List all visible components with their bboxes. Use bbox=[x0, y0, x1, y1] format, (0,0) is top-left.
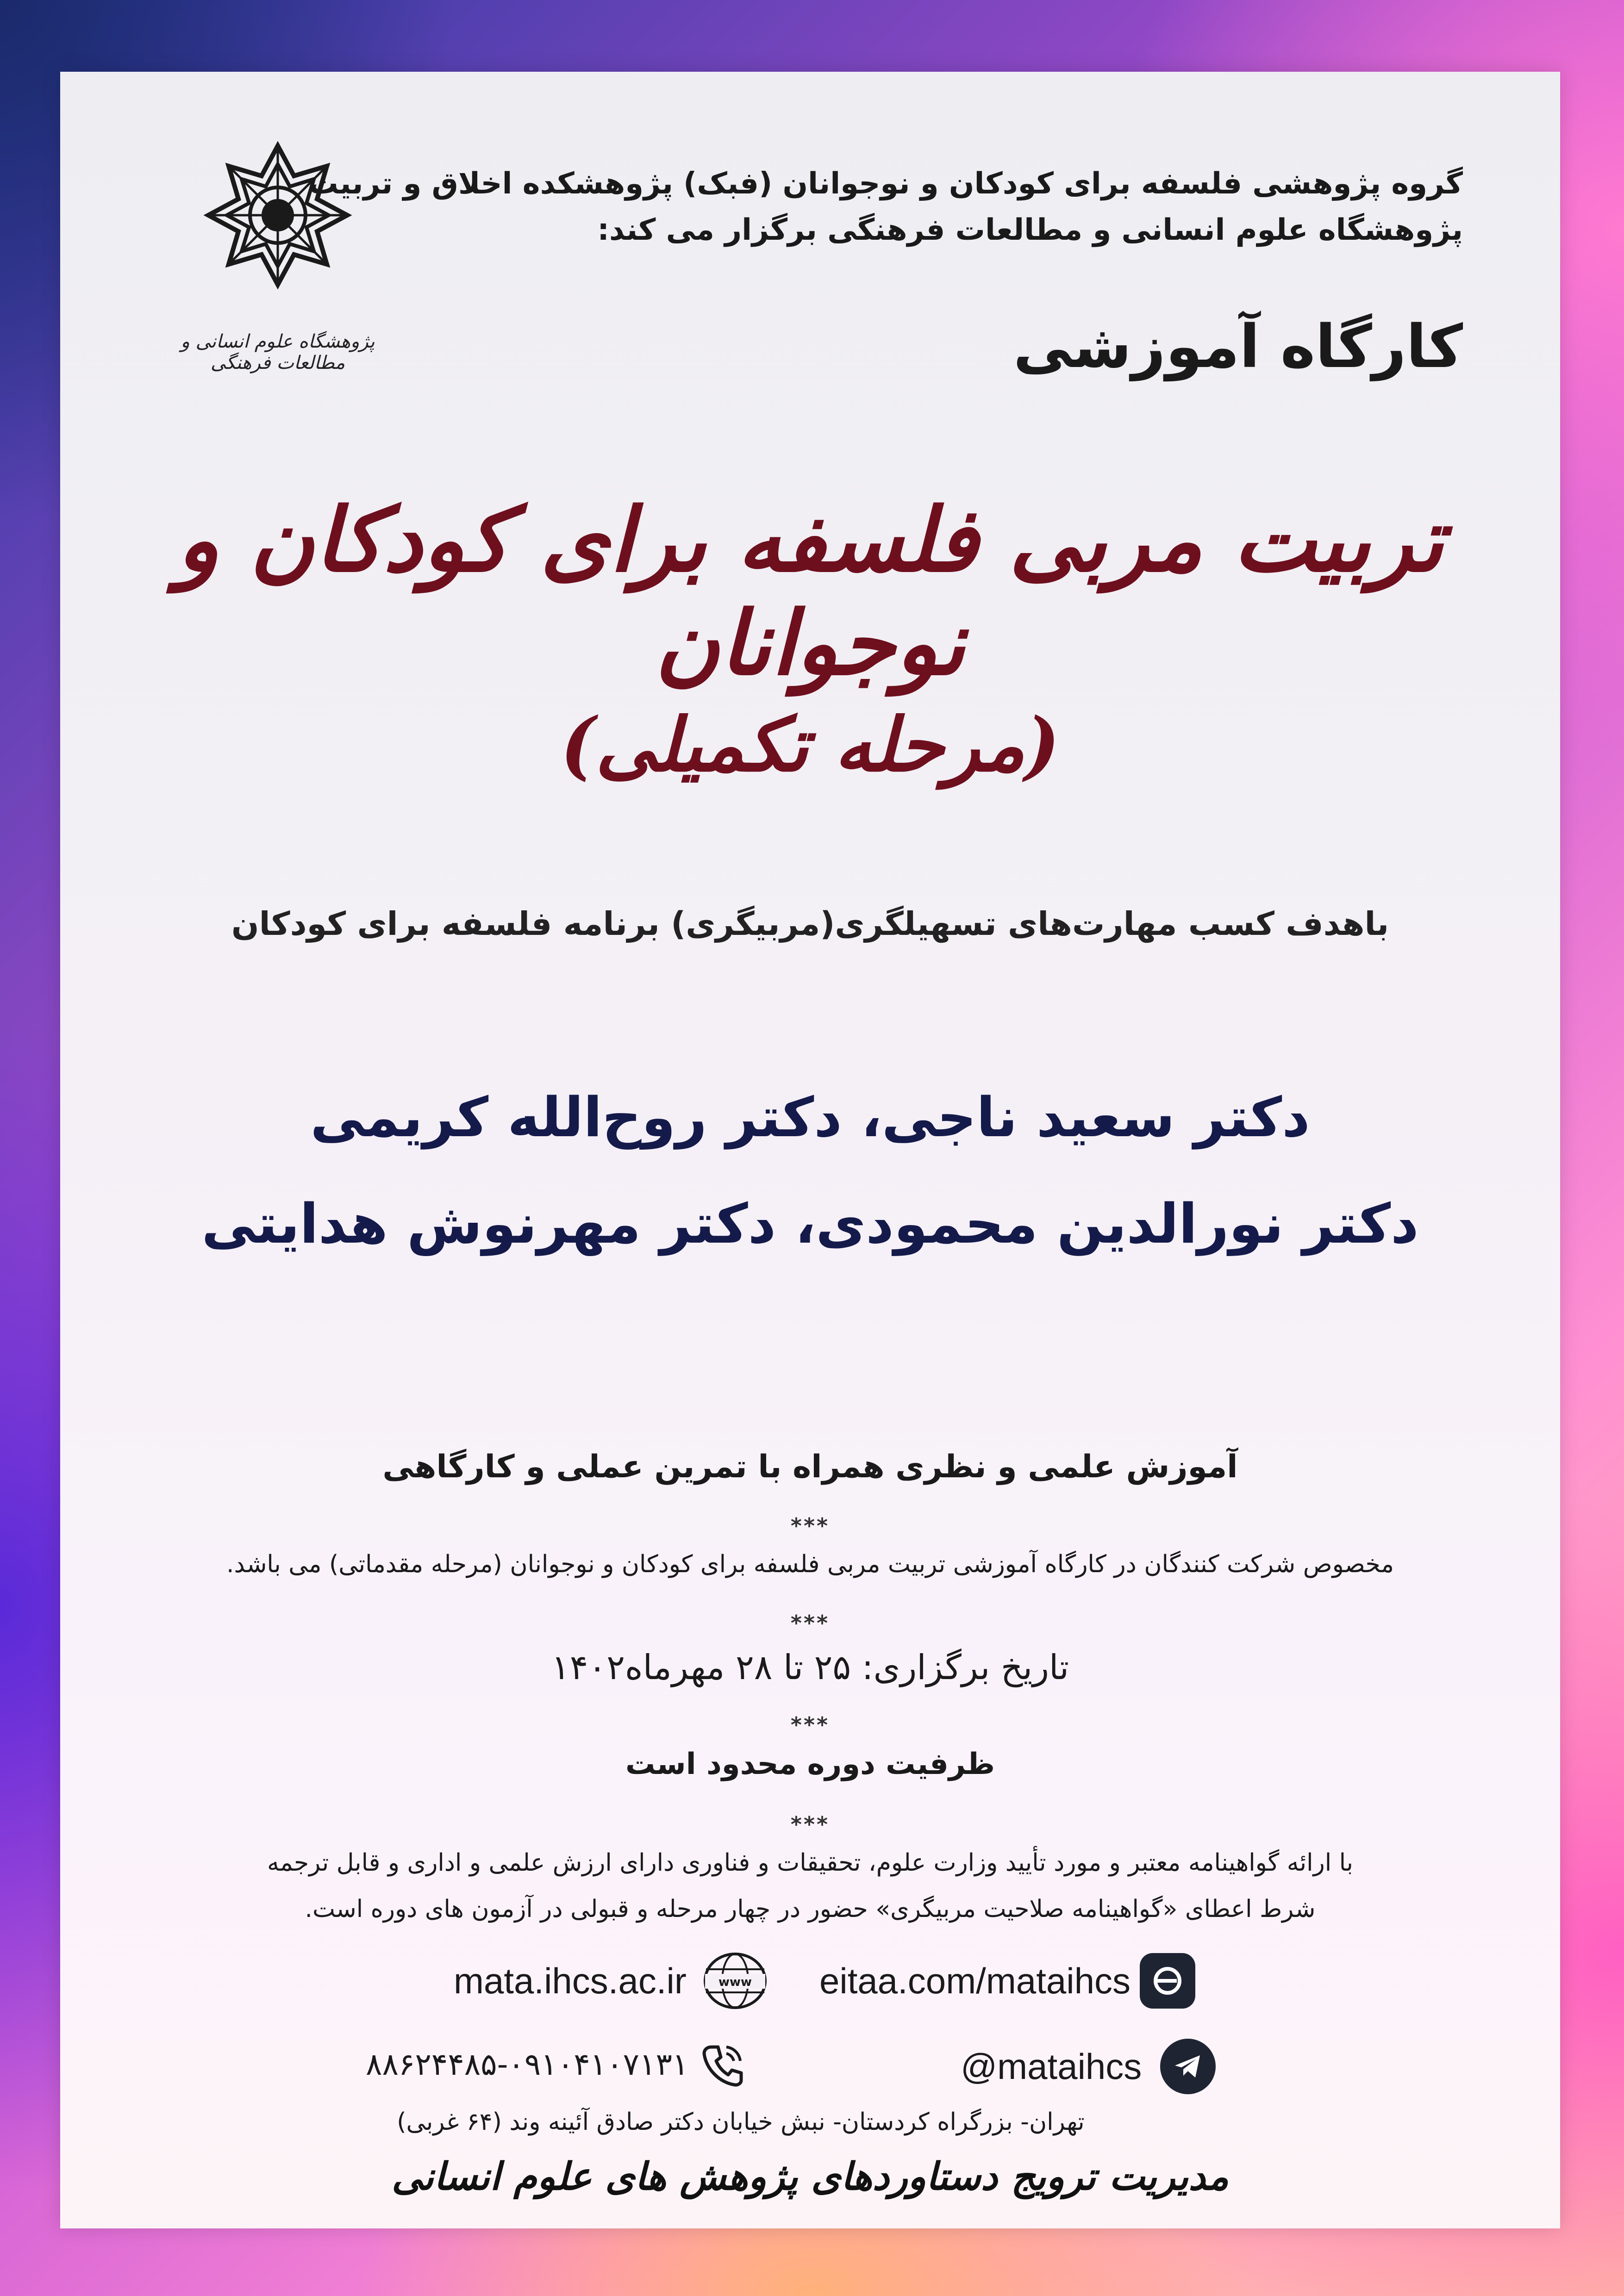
certificate-line-1: با ارائه گواهینامه معتبر و مورد تأیید وزارت علوم، تحقیقات و فناوری دارای ارزش علمی و اداری و قابل ترجمه bbox=[267, 1849, 1353, 1877]
website-contact[interactable] bbox=[454, 1951, 770, 2011]
website-url[interactable]: mata.ihcs.ac.ir bbox=[454, 1960, 687, 2001]
workshop-label: کارگاه آموزشی bbox=[1013, 312, 1463, 381]
separator-4: *** bbox=[790, 1812, 830, 1837]
telegram-handle[interactable]: @mataihcs bbox=[961, 2046, 1142, 2087]
separator-2: *** bbox=[790, 1611, 830, 1636]
telegram-icon bbox=[1160, 2039, 1216, 2094]
header-line-2: پژوهشگاه علوم انسانی و مطالعات فرهنگی برگزار می کند: bbox=[597, 213, 1463, 247]
phone-icon bbox=[698, 2039, 749, 2090]
capacity-note: ظرفیت دوره محدود است bbox=[625, 1747, 995, 1781]
poster-panel bbox=[60, 72, 1560, 2228]
eitaa-icon bbox=[1140, 1953, 1195, 2009]
eitaa-url[interactable]: eitaa.com/mataihcs bbox=[819, 1960, 1131, 2001]
workshop-stage: (مرحله تکمیلی) bbox=[560, 701, 1060, 788]
phone-contact[interactable] bbox=[366, 2039, 749, 2090]
logo-caption: پژوهشگاه علوم انسانی و مطالعات فرهنگی bbox=[181, 331, 375, 373]
globe-www-icon bbox=[700, 1951, 770, 2011]
phone-numbers[interactable]: ۸۸۶۲۴۴۸۵-۰۹۱۰۴۱۰۷۱۳۱ bbox=[366, 2046, 689, 2082]
organizer-footer: مدیریت ترویج دستاوردهای پژوهش های علوم انسانی bbox=[391, 2154, 1229, 2199]
header-line-1: گروه پژوهشی فلسفه برای کودکان و نوجوانان (فبک) پژوهشکده اخلاق و تربیت bbox=[308, 167, 1463, 201]
workshop-title: تربیت مربی فلسفه برای کودکان و نوجوانان bbox=[176, 488, 1444, 695]
institute-logo bbox=[181, 127, 375, 386]
event-date: تاریخ برگزاری: ۲۵ تا ۲۸ مهرماه۱۴۰۲ bbox=[551, 1648, 1069, 1687]
audience-note: مخصوص شرکت کنندگان در کارگاه آموزشی تربیت مربی فلسفه برای کودکان و نوجوانان (مرحله مقدماتی) می باشد. bbox=[226, 1550, 1394, 1578]
instructors-line-2: دکتر نورالدین محمودی، دکتر مهرنوش هدایتی bbox=[201, 1192, 1419, 1256]
www-label: www bbox=[718, 1975, 752, 1989]
eitaa-contact[interactable] bbox=[819, 1953, 1195, 2009]
separator-1: *** bbox=[790, 1513, 830, 1538]
separator-3: *** bbox=[790, 1712, 830, 1737]
address: تهران- بزرگراه کردستان- نبش خیابان دکتر صادق آئینه وند (۶۴ غربی) bbox=[397, 2108, 1085, 2136]
training-description: آموزش علمی و نظری همراه با تمرین عملی و کارگاهی bbox=[382, 1449, 1238, 1485]
telegram-contact[interactable] bbox=[961, 2039, 1216, 2094]
workshop-goal: باهدف کسب مهارت‌های تسهیلگری(مربیگری) برنامه فلسفه برای کودکان bbox=[231, 905, 1389, 943]
certificate-line-2: شرط اعطای «گواهینامه صلاحیت مربیگری» حضور در چهار مرحله و قبولی در آزمون های دوره است. bbox=[305, 1895, 1316, 1923]
instructors-line-1: دکتر سعید ناجی، دکتر روح‌الله کریمی bbox=[310, 1085, 1310, 1149]
